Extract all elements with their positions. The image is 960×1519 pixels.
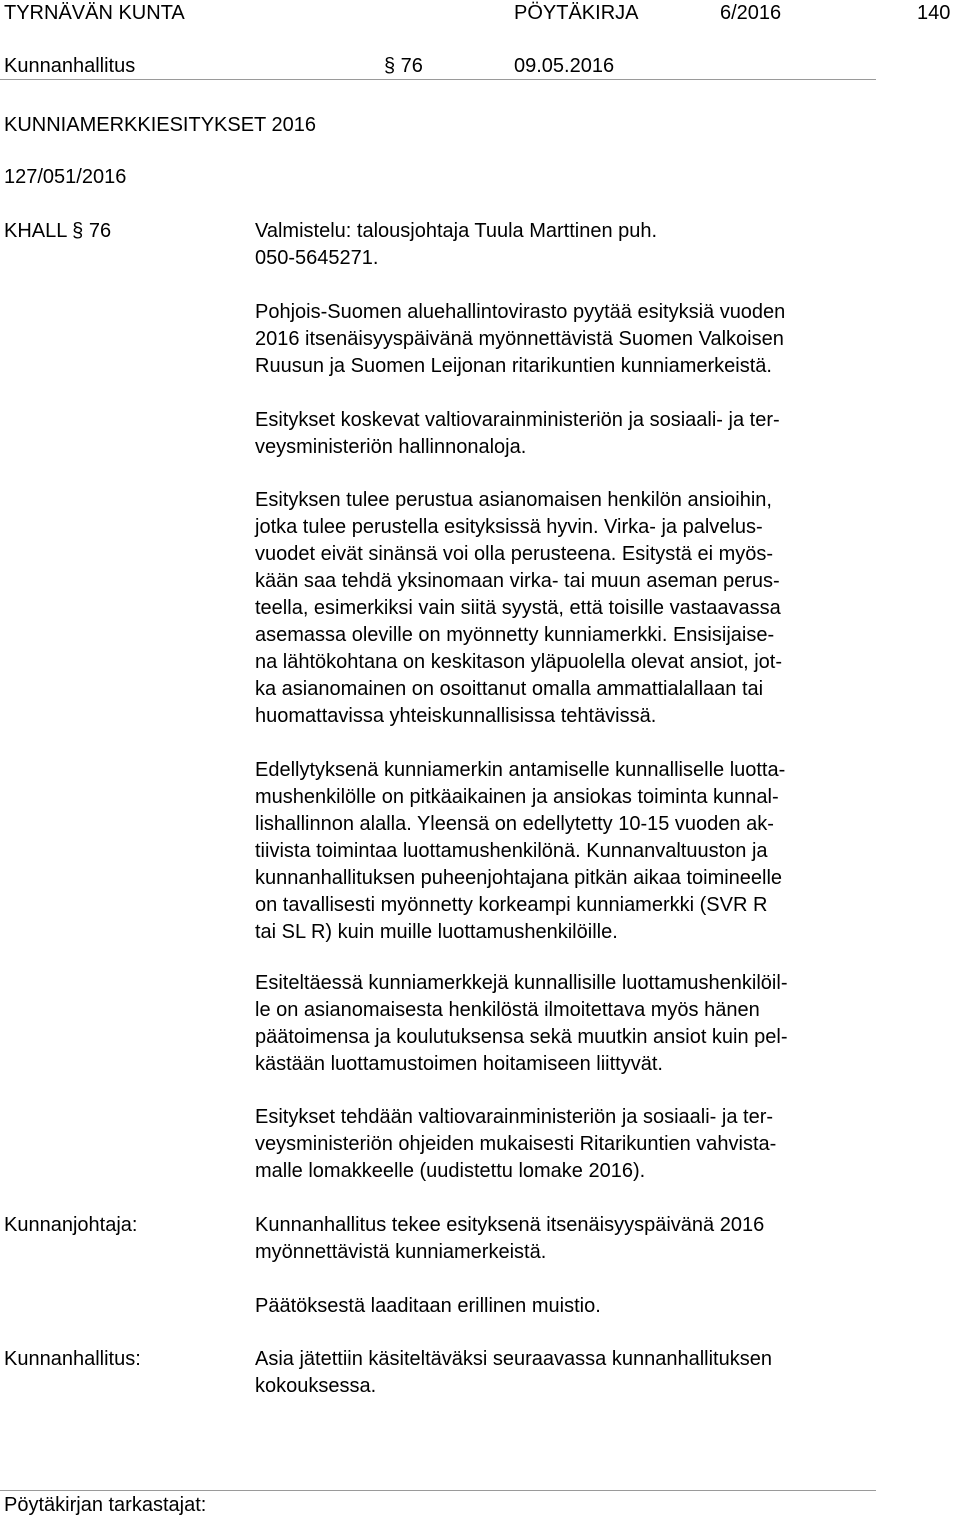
decision-line: kokouksessa. <box>255 1375 377 1397</box>
paragraph-line: veysministeriön hallinnonaloja. <box>255 436 527 458</box>
paragraph-line: 2016 itsenäisyyspäivänä myönnettävistä Suomen Valkoisen <box>255 328 784 350</box>
paragraph-line: Esityksen tulee perustua asianomaisen henkilön ansioihin, <box>255 489 772 511</box>
paragraph-line: mushenkilölle on pitkäaikainen ja ansiokas toiminta kunnal- <box>255 786 779 808</box>
decision-label: Kunnanhallitus: <box>4 1348 141 1370</box>
paragraph-line: huomattavissa yhteiskunnallisissa tehtävissä. <box>255 705 657 727</box>
meeting-body: Kunnanhallitus <box>4 55 136 77</box>
section-number: § 76 <box>384 55 423 77</box>
paragraph-scope <box>255 407 895 461</box>
page-number: 140 <box>917 2 951 24</box>
municipality-name: TYRNÄVÄN KUNTA <box>4 2 185 24</box>
proposal-text <box>255 1212 895 1266</box>
paragraph-line: vuodet eivät sinänsä voi olla perusteena. Esitystä ei myös- <box>255 543 774 565</box>
paragraph-line: Pohjois-Suomen aluehallintovirasto pyytää esityksiä vuoden <box>255 301 786 323</box>
paragraph-line: ka asianomainen on osoittanut omalla ammattialallaan tai <box>255 678 764 700</box>
paragraph-line: malle lomakkeelle (uudistettu lomake 2016). <box>255 1160 646 1182</box>
paragraph-line: kästään luottamustoimen hoitamiseen liittyvät. <box>255 1053 663 1075</box>
paragraph-line: Edellytyksenä kunniamerkin antamiselle kunnalliselle luotta- <box>255 759 786 781</box>
header-divider <box>0 79 876 80</box>
matter-reference: 127/051/2016 <box>4 166 127 188</box>
paragraph-instructions <box>255 1104 895 1185</box>
proposal-line: Kunnanhallitus tekee esityksenä itsenäisyyspäivänä 2016 <box>255 1214 765 1236</box>
paragraph-request <box>255 299 895 380</box>
paragraph-line: le on asianomaisesta henkilöstä ilmoitettava myös hänen <box>255 999 760 1021</box>
document-number: 6/2016 <box>720 2 782 24</box>
paragraph-line: Esitykset koskevat valtiovarainministeriön ja sosiaali- ja ter- <box>255 409 780 431</box>
paragraph-line: asemassa oleville on myönnetty kunniamerkki. Ensisijaise- <box>255 624 775 646</box>
paragraph-line: kunnanhallituksen puheenjohtajana pitkän aikaa toimineelle <box>255 867 783 889</box>
paragraph-requirements <box>255 757 895 946</box>
paragraph-line: Esiteltäessä kunniamerkkejä kunnallisille luottamushenkilöil- <box>255 972 788 994</box>
paragraph-line: Ruusun ja Suomen Leijonan ritarikuntien kunniamerkeistä. <box>255 355 772 377</box>
preparation-line: 050-5645271. <box>255 247 379 269</box>
paragraph-line: na lähtökohtana on keskitason yläpuolella olevat ansiot, jot- <box>255 651 783 673</box>
proposal-line: myönnettävistä kunniamerkeistä. <box>255 1241 547 1263</box>
paragraph-line: teella, esimerkiksi vain siitä syystä, että toisille vastaavassa <box>255 597 781 619</box>
paragraph-line: päätoimensa ja koulutuksensa sekä muutkin ansiot kuin pel- <box>255 1026 788 1048</box>
decision-text <box>255 1346 895 1400</box>
paragraph-line: jotka tulee perustella esityksissä hyvin. Virka- ja palvelus- <box>255 516 763 538</box>
meeting-date: 09.05.2016 <box>514 55 615 77</box>
footer-label: Pöytäkirjan tarkastajat: <box>4 1494 207 1516</box>
preparation-note <box>255 218 895 272</box>
paragraph-line: Esitykset tehdään valtiovarainministeriön ja sosiaali- ja ter- <box>255 1106 774 1128</box>
paragraph-line: veysministeriön ohjeiden mukaisesti Ritarikuntien vahvista- <box>255 1133 777 1155</box>
footer-divider <box>0 1490 876 1491</box>
matter-title: KUNNIAMERKKIESITYKSET 2016 <box>4 114 316 136</box>
decision-line: Asia jätettiin käsiteltäväksi seuraavassa kunnanhallituksen <box>255 1348 772 1370</box>
paragraph-line: kään saa tehdä yksinomaan virka- tai muun aseman perus- <box>255 570 780 592</box>
document-type: PÖYTÄKIRJA <box>514 2 639 24</box>
paragraph-line: tai SL R) kuin muille luottamushenkilöille. <box>255 921 618 943</box>
section-label: KHALL § 76 <box>4 220 112 242</box>
paragraph-line: lishallinnon alalla. Yleensä on edellytetty 10-15 vuoden ak- <box>255 813 774 835</box>
paragraph-presentation <box>255 970 895 1078</box>
paragraph-line: on tavallisesti myönnetty korkeampi kunniamerkki (SVR R <box>255 894 768 916</box>
preparation-line: Valmistelu: talousjohtaja Tuula Marttinen puh. <box>255 220 658 242</box>
paragraph-line: tiivista toimintaa luottamushenkilönä. Kunnanvaltuuston ja <box>255 840 768 862</box>
paragraph-criteria <box>255 487 895 730</box>
proposal-note: Päätöksestä laaditaan erillinen muistio. <box>255 1295 601 1317</box>
proposal-label: Kunnanjohtaja: <box>4 1214 138 1236</box>
